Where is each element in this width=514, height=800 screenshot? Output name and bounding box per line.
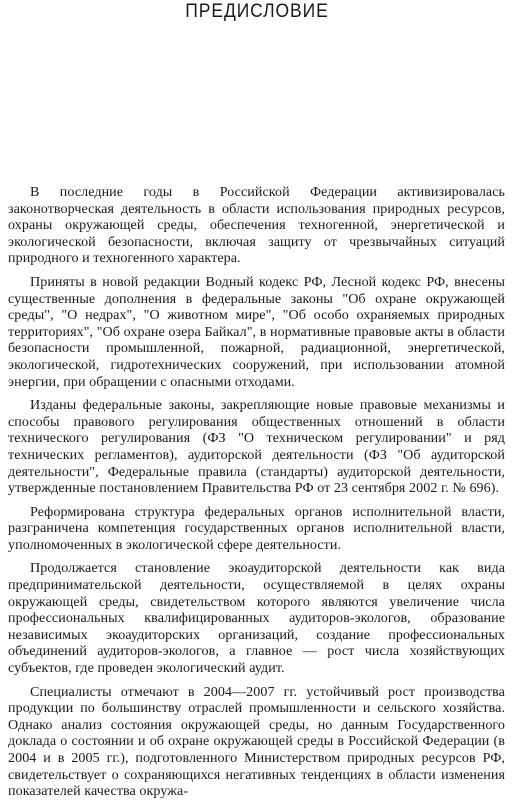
paragraph: Специалисты отмечают в 2004—2007 гг. устойчивый рост производства продукции по большинству отраслей промышленности и сельского хозяйства. Однако анализ состояния окружающей среды, но данным Государственного доклада о состоянии и об охране окружающей среды в Российской Федерации (в 2004 и в 2005 гг.), подготовленного Министерством природных ресурсов РФ, свидетельствует о сохраняющихся негативных тенденциях в области изменения показателей качества окружа-: [8, 683, 505, 800]
paragraph: Приняты в новой редакции Водный кодекс РФ, Лесной кодекс РФ, внесены существенные дополнения в федеральные законы "Об охране окружающей среды", "О недрах", "О животном мире", "Об особо охраняемых природных территориях", "Об охране озера Байкал", в нормативные правовые акты в области безопасности промышленной, пожарной, радиационной, энергетической, экологической, гидротехнических сооружений, при использовании атомной энергии, при обращении с опасными отходами.: [8, 273, 505, 390]
preface-text: [8, 184, 505, 800]
paragraph: Продолжается становление экоаудиторской деятельности как вида предпринимательской деятельности, осуществляемой в целях охраны окружающей среды, свидетельством которого являются увеличение числа профессиональных квалифицированных аудиторов-экологов, образование независимых экоаудиторских организаций, создание профессиональных объединений аудиторов-экологов, а главное — рост числа хозяйствующих субъектов, где проведен экологический аудит.: [8, 560, 505, 677]
paragraph: Изданы федеральные законы, закрепляющие новые правовые механизмы и способы правового регулирования общественных отношений в области технического регулирования (ФЗ "О техническом регулировании" и ряд технических регламентов), аудиторской деятельности (ФЗ "Об аудиторской деятельности", Федеральные правила (стандарты) аудиторской деятельности, утвержденные постановлением Правительства РФ от 23 сентября 2002 г. № 696).: [8, 397, 505, 497]
page-title: ПРЕДИСЛОВИЕ: [185, 1, 329, 22]
paragraph: В последние годы в Российской Федерации активизировалась законотворческая деятельность в области использования природных ресурсов, охраны окружающей среды, обеспечения техногенной, энергетической и экологической безопасности, включая защиту от чрезвычайных ситуаций природного и техногенного характера.: [8, 184, 505, 267]
paragraph: Реформирована структура федеральных органов исполнительной власти, разграничена компетенция государственных органов исполнительной власти, уполномоченных в экологической сфере деятельности.: [8, 503, 505, 553]
